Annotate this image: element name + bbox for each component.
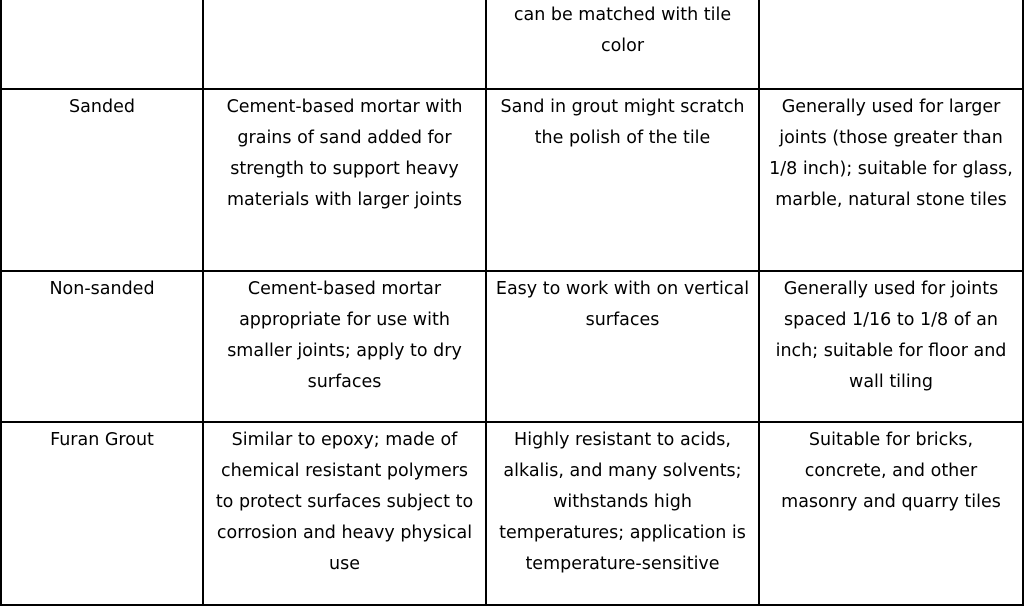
description-cell: [203, 271, 486, 422]
description-text: Similar to epoxy; made of chemical resistant polymers to protect surfaces subject to corrosion and heavy physical use: [215, 430, 474, 574]
usage-cell: [759, 271, 1023, 422]
description-cell: [203, 0, 486, 89]
description-cell: [203, 422, 486, 605]
description-text: Cement-based mortar appropriate for use with smaller joints; apply to dry surfaces: [227, 279, 462, 392]
grout-type-text: Furan Grout: [50, 430, 154, 450]
table-row: [1, 0, 1023, 89]
usage-cell: [759, 422, 1023, 605]
description-text: Cement-based mortar with grains of sand added for strength to support heavy materials with larger joints: [226, 97, 463, 210]
usage-text: Generally used for larger joints (those greater than 1/8 inch); suitable for glass, marble, natural stone tiles: [769, 97, 1013, 210]
usage-text: Generally used for joints spaced 1/16 to 1/8 of an inch; suitable for floor and wall tiling: [775, 279, 1007, 392]
grout-type-text: Non-sanded: [49, 279, 155, 299]
notes-cell: [486, 89, 759, 271]
table-row: [1, 422, 1023, 605]
table-row: [1, 271, 1023, 422]
usage-cell: [759, 89, 1023, 271]
notes-cell: [486, 0, 759, 89]
grout-type-cell: [1, 89, 203, 271]
notes-cell: [486, 422, 759, 605]
grout-type-cell: [1, 422, 203, 605]
notes-cell: [486, 271, 759, 422]
description-cell: [203, 89, 486, 271]
grout-type-text: Sanded: [69, 97, 135, 117]
grout-type-cell: [1, 271, 203, 422]
grout-type-cell: [1, 0, 203, 89]
notes-text: can be matched with tile color: [513, 5, 732, 56]
usage-text: Suitable for bricks, concrete, and other masonry and quarry tiles: [781, 430, 1001, 512]
usage-cell: [759, 0, 1023, 89]
notes-text: Easy to work with on vertical surfaces: [495, 279, 750, 330]
table-row: [1, 89, 1023, 271]
notes-text: Sand in grout might scratch the polish of the tile: [500, 97, 745, 148]
notes-text: Highly resistant to acids, alkalis, and many solvents; withstands high temperatures; application is temperature-sensitive: [499, 430, 746, 574]
